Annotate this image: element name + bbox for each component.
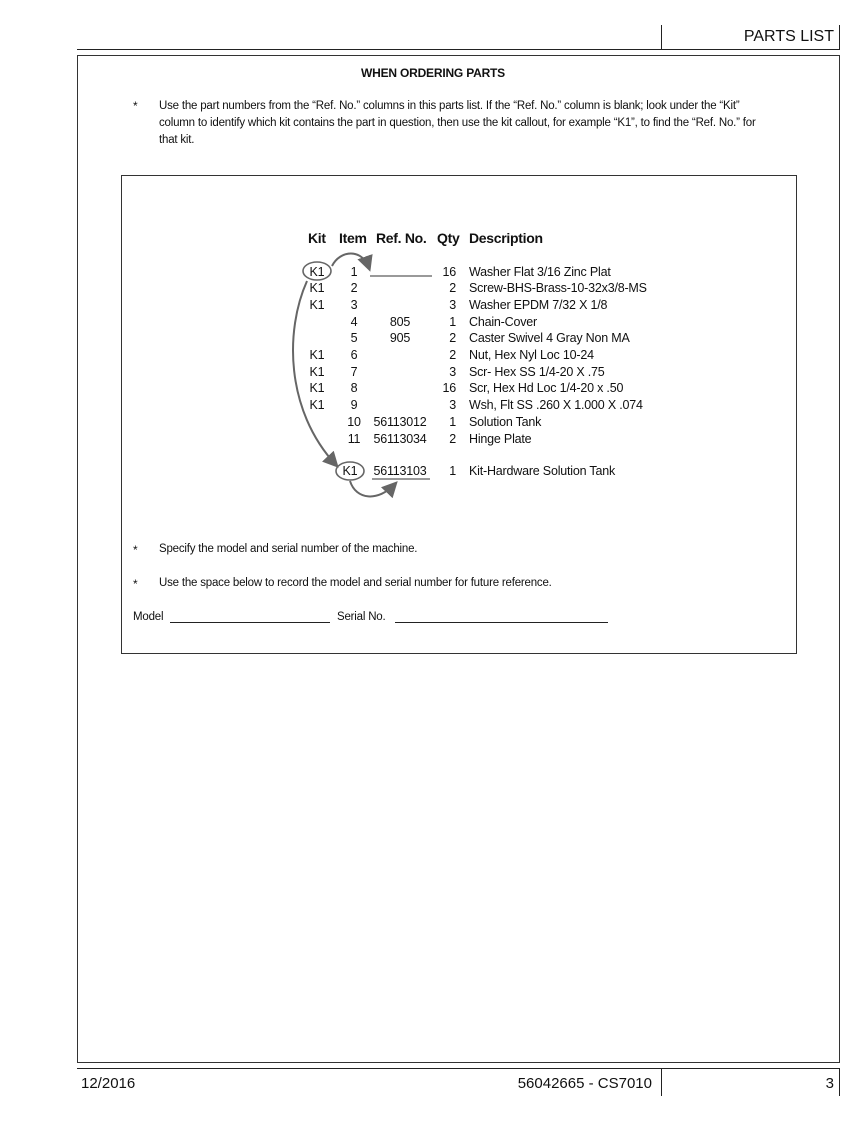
ordering-note-2: Specify the model and serial number of the machine. [159,543,418,555]
model-field[interactable] [170,622,330,623]
table-cell-qty: 2 [449,281,456,296]
bullet-2: * [133,543,138,557]
kit-circle-top [303,262,331,280]
table-cell-kit: K1 [309,398,325,413]
table-cell-qty: 3 [449,364,456,379]
footer-date: 12/2016 [81,1075,136,1092]
table-cell-qty: 1 [449,414,456,429]
table-cell-qty: 2 [449,348,456,362]
kit-row-kit: K1 [342,464,358,478]
table-cell-ref: 805 [389,314,411,329]
col-header-ref: Ref. No. [376,230,427,246]
ordering-note-3: Use the space below to record the model and serial number for future reference. [159,577,552,589]
table-cell-qty: 2 [449,331,456,346]
kit-circle-bottom [336,462,364,480]
col-header-kit: Kit [308,230,326,246]
footer-divider-right [839,1068,840,1096]
table-cell-desc: Washer Flat 3/16 Zinc Plat [469,264,611,279]
serial-field[interactable] [395,622,608,623]
col-header-description: Description [469,230,543,246]
table-cell-desc: Hinge Plate [469,431,532,446]
table-cell-kit: K1 [309,381,325,396]
footer-page-number: 3 [825,1075,834,1092]
footer-doc-number: 56042665 - CS7010 [517,1075,652,1092]
table-cell-qty: 2 [449,431,456,446]
table-cell-item: 4 [350,314,358,329]
table-cell-kit: K1 [309,264,325,279]
ref-arrow-bottom [350,481,395,496]
table-cell-kit: K1 [309,297,325,312]
table-cell-desc: Scr, Hex Hd Loc 1/4-20 x .50 [469,381,624,396]
table-cell-qty: 3 [449,297,456,312]
table-cell-kit: K1 [309,364,325,379]
table-cell-item: 6 [350,348,358,362]
table-cell-ref: 905 [389,331,411,346]
table-cell-item: 3 [350,297,358,312]
table-cell-item: 7 [350,364,358,379]
table-cell-desc: Solution Tank [469,414,542,429]
footer-rule [77,1068,840,1069]
table-cell-item: 10 [347,414,361,429]
table-cell-ref: 56113034 [373,431,427,446]
table-cell-desc: Caster Swivel 4 Gray Non MA [469,331,630,346]
table-cell-item: 8 [350,381,358,396]
bullet-3: * [133,577,138,591]
table-cell-kit: K1 [309,348,325,362]
table-cell-qty: 3 [449,398,456,413]
table-cell-desc: Washer EPDM 7/32 X 1/8 [469,297,608,312]
page-section-title: PARTS LIST [743,28,834,45]
table-cell-kit: K1 [309,281,325,296]
table-cell-qty: 1 [449,314,456,329]
footer-divider [661,1068,662,1096]
table-cell-desc: Chain-Cover [469,314,537,329]
table-cell-item: 2 [350,281,358,296]
kit-arrow-down [293,281,336,465]
table-cell-desc: Scr- Hex SS 1/4-20 X .75 [469,364,605,379]
table-cell-desc: Wsh, Flt SS .260 X 1.000 X .074 [469,398,643,413]
table-cell-item: 9 [350,398,358,413]
table-cell-desc: Nut, Hex Nyl Loc 10-24 [469,348,594,362]
ref-arrow-top [332,254,369,269]
col-header-item: Item [339,230,367,246]
model-label: Model [133,611,164,623]
kit-row-ref: 56113103 [373,464,427,478]
kit-row-desc: Kit-Hardware Solution Tank [469,464,616,478]
ordering-note-1: Use the part numbers from the “Ref. No.” columns in this parts list. If the “Ref. No.” column is blank; look under the “Kit” column to identify which kit contains the part in question, then use the kit callout, for example “K1”, to find the “Ref. No.” for that kit. [159,100,756,146]
table-cell-qty: 16 [442,381,456,396]
table-cell-qty: 16 [442,264,456,279]
table-cell-item: 11 [347,431,361,446]
bullet-1: * [133,99,138,113]
serial-label: Serial No. [337,611,386,623]
kit-row-qty: 1 [449,464,456,478]
table-cell-ref: 56113012 [373,414,427,429]
table-cell-item: 5 [350,331,358,346]
table-cell-item: 1 [350,264,358,279]
ordering-title: WHEN ORDERING PARTS [361,66,505,80]
table-cell-desc: Screw-BHS-Brass-10-32x3/8-MS [469,281,647,296]
col-header-qty: Qty [437,230,460,246]
